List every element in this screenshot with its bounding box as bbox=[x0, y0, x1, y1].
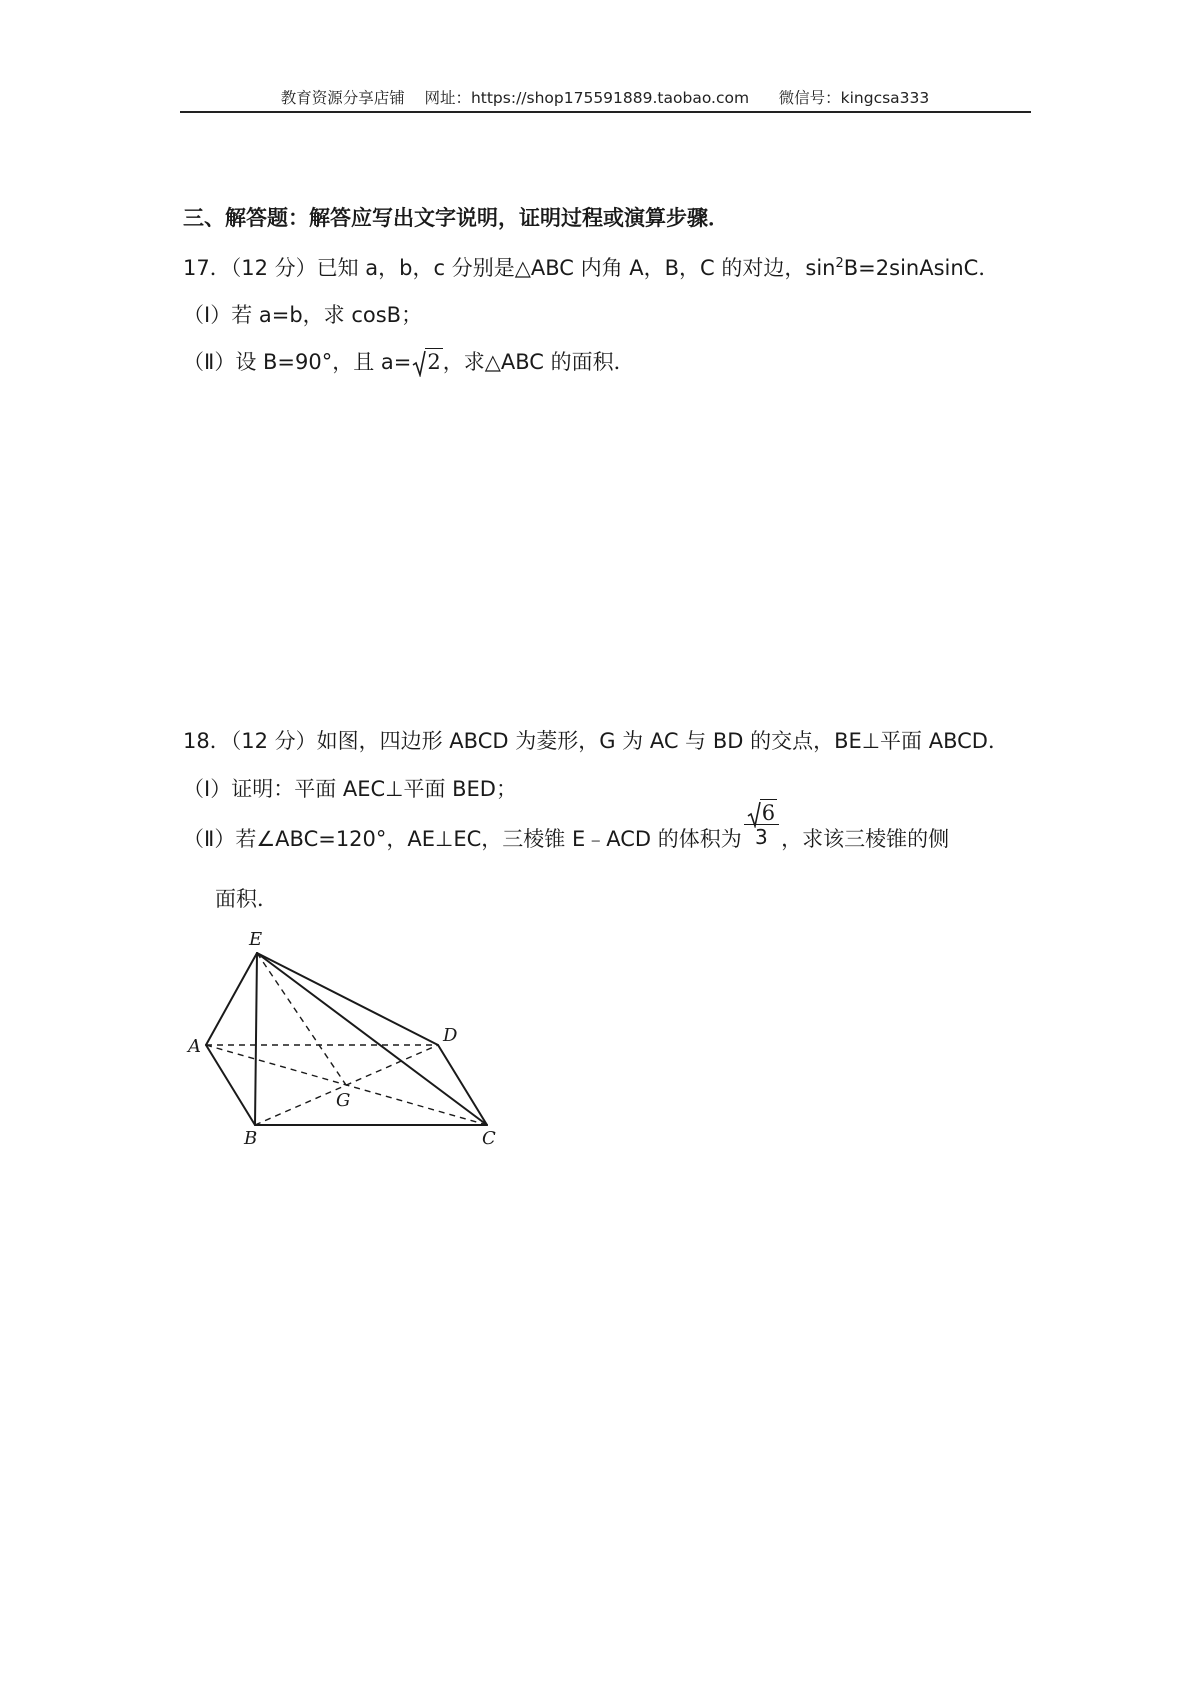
edge-AB bbox=[206, 1045, 255, 1125]
label-A: A bbox=[188, 1036, 201, 1057]
sqrt-2 bbox=[412, 352, 442, 373]
page-header: 教育资源分享店铺 网址：https://shop175591889.taobao.com 微信号：kingcsa333 bbox=[280, 89, 930, 107]
dashed-EG bbox=[257, 953, 346, 1085]
fraction-denominator: 3 bbox=[744, 824, 779, 847]
q17-part1: （Ⅰ）若 a=b，求 cosB； bbox=[183, 303, 423, 327]
q17-stem-tail: B=2sinAsinC． bbox=[843, 256, 1000, 280]
sqrt-6 bbox=[747, 803, 777, 824]
header-rule bbox=[180, 111, 1031, 113]
edge-EB bbox=[255, 953, 257, 1125]
label-B: B bbox=[244, 1128, 258, 1145]
q18-part2-continuation: 面积． bbox=[215, 887, 278, 911]
q17-stem bbox=[183, 258, 999, 279]
q17-superscript: 2 bbox=[835, 256, 844, 271]
radical-sign bbox=[412, 350, 426, 377]
edge-DC bbox=[438, 1045, 487, 1125]
label-E: E bbox=[249, 929, 263, 950]
q18-stem: 18．（12 分）如图，四边形 ABCD 为菱形，G 为 AC 与 BD 的交点，BE⊥平面 ABCD． bbox=[183, 729, 1009, 753]
edge-ED bbox=[257, 953, 438, 1045]
q18-part2-tail: ，求该三棱锥的侧 bbox=[781, 827, 950, 851]
q17-part2 bbox=[183, 352, 635, 373]
section-title: 三、解答题：解答应写出文字说明，证明过程或演算步骤． bbox=[183, 206, 729, 230]
radicand: 6 bbox=[761, 801, 776, 825]
q18-part1: （Ⅰ）证明：平面 AEC⊥平面 BED； bbox=[183, 777, 517, 801]
q17-part2-tail: ，求△ABC 的面积． bbox=[442, 350, 635, 374]
radicand: 2 bbox=[427, 350, 441, 374]
label-C: C bbox=[482, 1128, 496, 1145]
radical-sign bbox=[747, 801, 761, 828]
q18-part2-text: （Ⅱ）若∠ABC=120°，AE⊥EC，三棱锥 E﹣ACD 的体积为 bbox=[183, 827, 742, 851]
dashed-BD bbox=[255, 1045, 438, 1125]
pyramid-figure bbox=[180, 925, 510, 1145]
fraction-numerator bbox=[744, 803, 779, 824]
q17-stem-text: 17．（12 分）已知 a，b，c 分别是△ABC 内角 A，B，C 的对边，sin bbox=[183, 256, 836, 280]
fraction-sqrt6-over-3 bbox=[744, 803, 779, 847]
label-D: D bbox=[443, 1025, 458, 1046]
q18-part2 bbox=[183, 801, 950, 851]
edge-EA bbox=[206, 953, 257, 1045]
q17-part2-text: （Ⅱ）设 B=90°，且 a= bbox=[183, 350, 412, 374]
label-G: G bbox=[336, 1090, 351, 1111]
